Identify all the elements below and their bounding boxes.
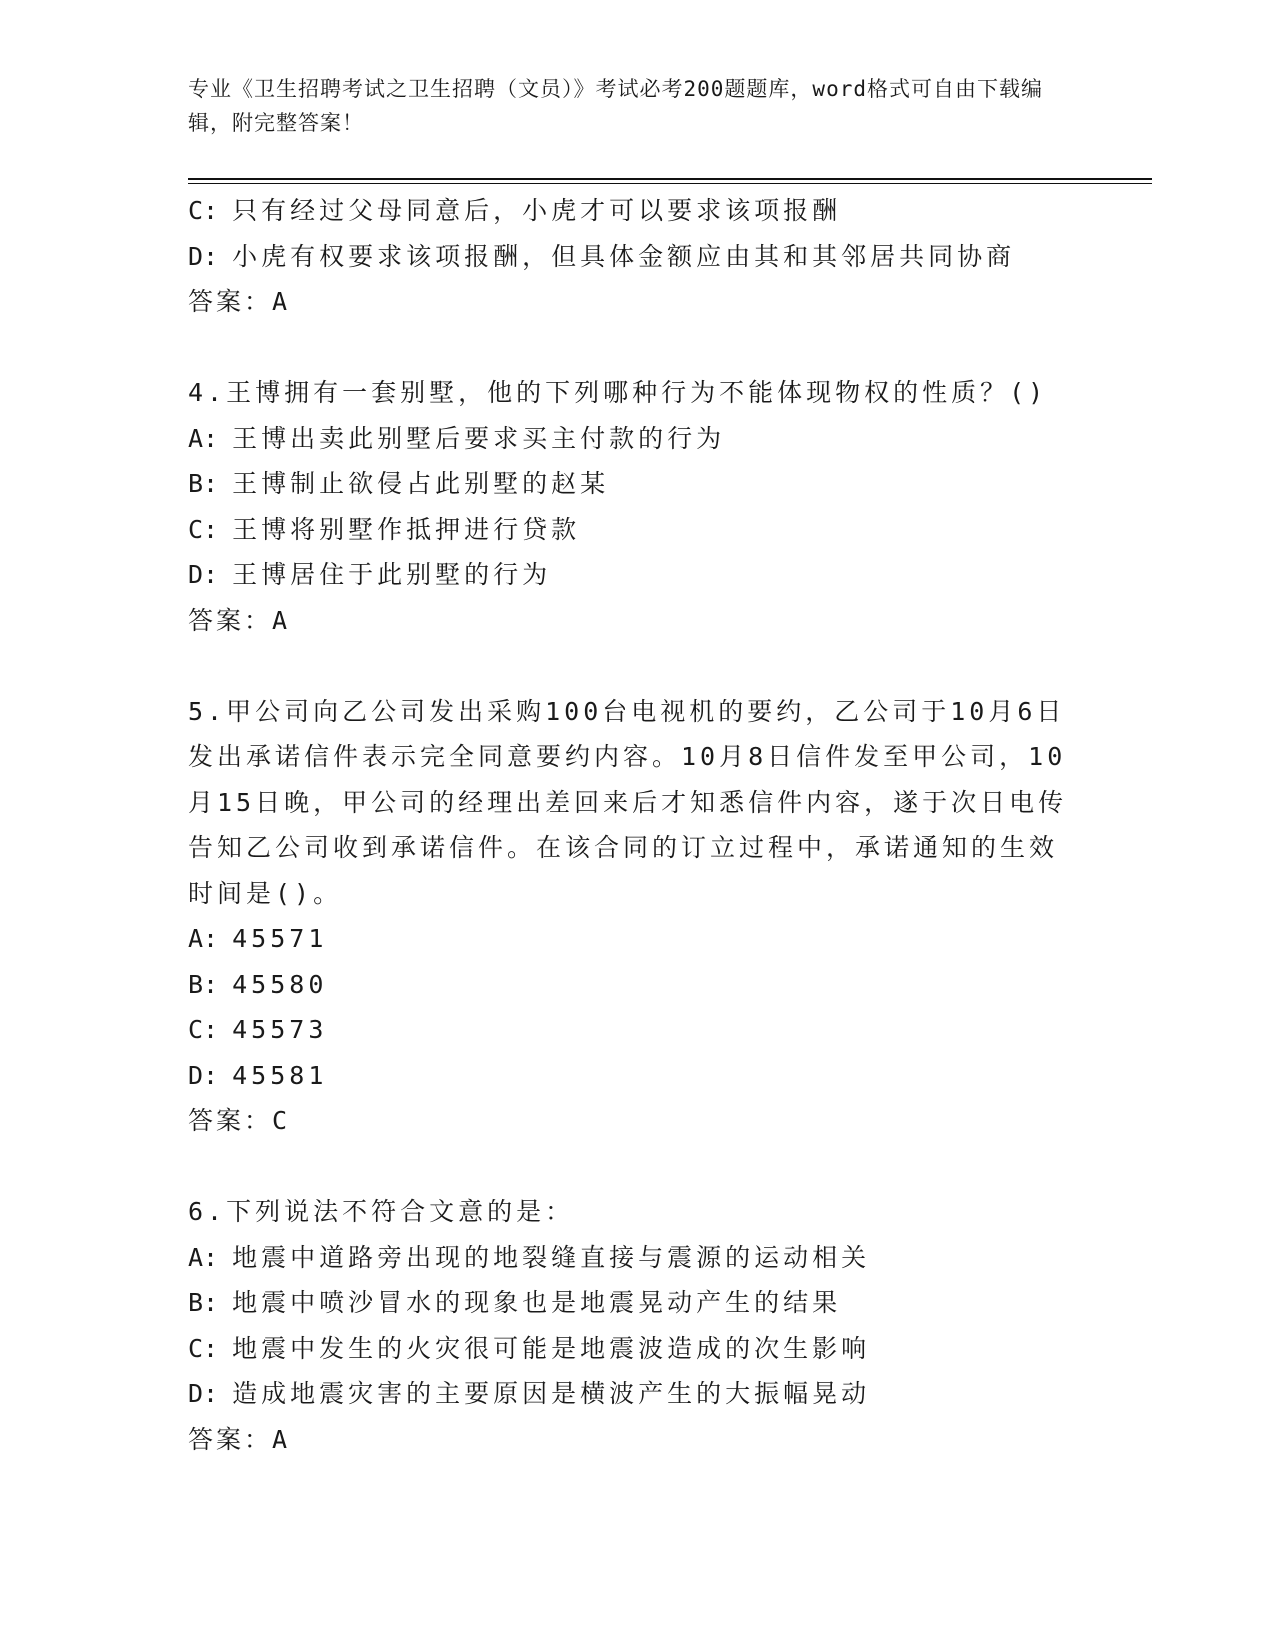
question-4 — [188, 370, 1088, 643]
answer: 答案：A — [188, 287, 291, 316]
option-c: C: 只有经过父母同意后，小虎才可以要求该项报酬 — [188, 196, 842, 225]
question-6 — [188, 1189, 1088, 1462]
question-3-tail — [188, 188, 1088, 325]
header-rule-thin — [188, 183, 1152, 184]
header-text: 专业《卫生招聘考试之卫生招聘（文员）》考试必考200题题库，word格式可自由下载编辑，附完整答案！ — [188, 77, 1043, 135]
question-stem-line: 5.甲公司向乙公司发出采购100台电视机的要约，乙公司于10月6日 — [188, 696, 1066, 726]
question-stem: 4.王博拥有一套别墅，他的下列哪种行为不能体现物权的性质？() — [188, 378, 1048, 407]
option-b: B: 地震中喷沙冒水的现象也是地震晃动产生的结果 — [188, 1288, 842, 1317]
option-d: D: 王博居住于此别墅的行为 — [188, 560, 552, 589]
option-d: D: 45581 — [188, 1060, 328, 1090]
question-stem-line: 时间是()。 — [188, 878, 343, 908]
question-stem-line: 月15日晚，甲公司的经理出差回来后才知悉信件内容，遂于次日电传 — [188, 787, 1068, 817]
option-c: C: 地震中发生的火灾很可能是地震波造成的次生影响 — [188, 1333, 871, 1363]
question-content — [188, 188, 1088, 1462]
option-d: D: 小虎有权要求该项报酬，但具体金额应由其和其邻居共同协商 — [188, 241, 1016, 271]
option-b: B: 王博制止欲侵占此别墅的赵某 — [188, 469, 610, 498]
answer: 答案：C — [188, 1106, 291, 1135]
question-5 — [188, 689, 1088, 1144]
header-rule-thick — [188, 178, 1152, 180]
option-a: A: 地震中道路旁出现的地裂缝直接与震源的运动相关 — [188, 1242, 871, 1272]
option-b: B: 45580 — [188, 969, 328, 999]
option-c: C: 王博将别墅作抵押进行贷款 — [188, 514, 581, 544]
option-c: C: 45573 — [188, 1015, 328, 1044]
answer: 答案：A — [188, 605, 291, 635]
question-stem-line: 告知乙公司收到承诺信件。在该合同的订立过程中，承诺通知的生效 — [188, 833, 1059, 862]
question-stem-line: 发出承诺信件表示完全同意要约内容。10月8日信件发至甲公司，10 — [188, 742, 1067, 771]
answer: 答案：A — [188, 1424, 291, 1454]
option-d: D: 造成地震灾害的主要原因是横波产生的大振幅晃动 — [188, 1379, 871, 1408]
option-a: A: 45571 — [188, 924, 328, 953]
option-a: A: 王博出卖此别墅后要求买主付款的行为 — [188, 423, 726, 453]
document-header — [188, 72, 1068, 140]
question-stem: 6.下列说法不符合文意的是： — [188, 1197, 575, 1226]
